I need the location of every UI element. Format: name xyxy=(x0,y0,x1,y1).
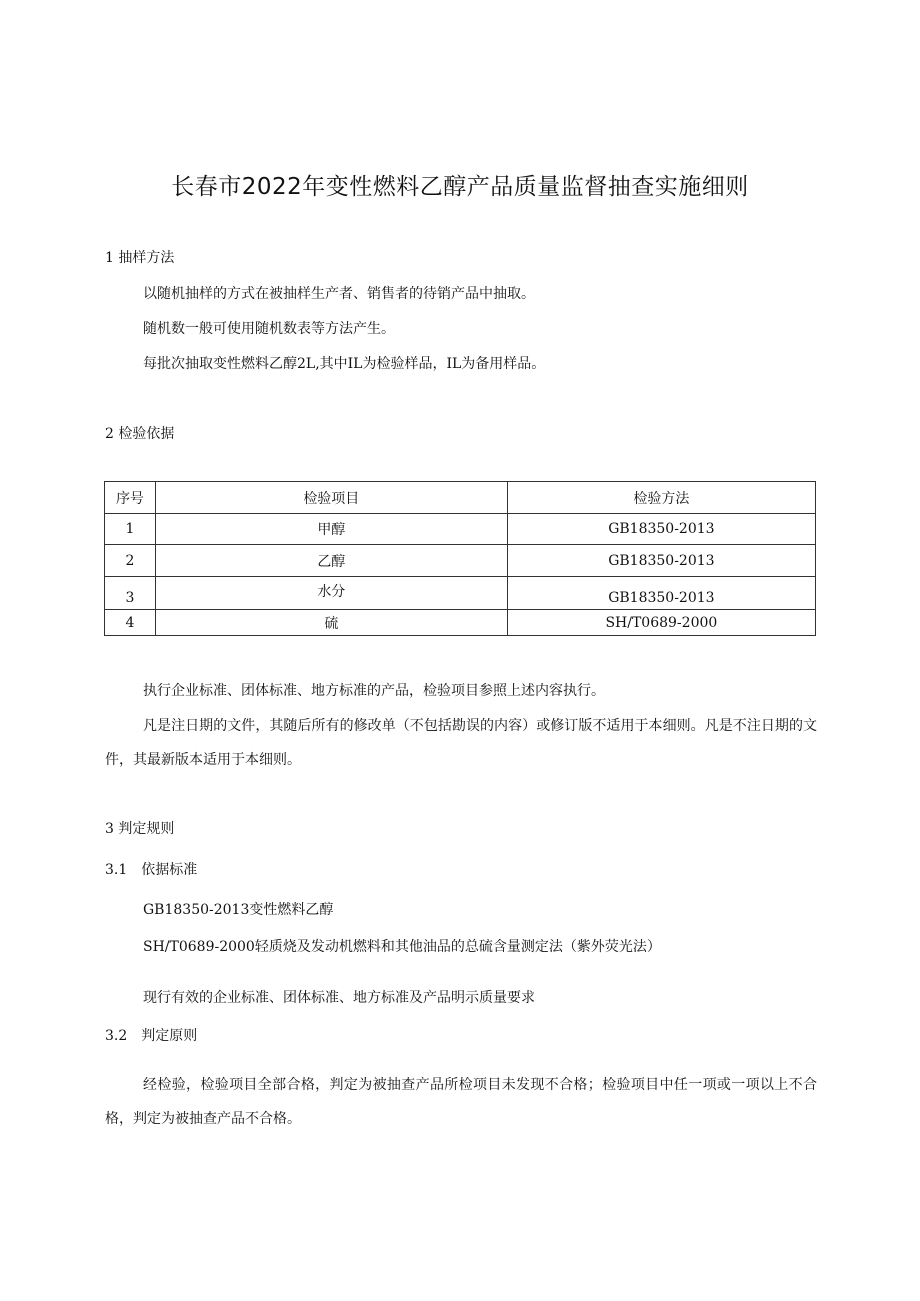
header-item: 检验项目 xyxy=(155,482,507,514)
row-method: SH/T0689-2000 xyxy=(507,610,815,636)
table-header-row xyxy=(105,482,816,514)
section-3-2-heading: 3.2 判定原则 xyxy=(105,1028,198,1044)
row-item: 硫 xyxy=(155,610,507,636)
section-3-heading: 3 判定规则 xyxy=(105,821,175,837)
row-no: 3 xyxy=(105,577,156,610)
sampling-line-1: 以随机抽样的方式在被抽样生产者、销售者的待销产品中抽取。 xyxy=(143,286,535,302)
row-method: GB18350-2013 xyxy=(507,545,815,577)
standard-line-2: SH/T0689-2000轻质烧及发动机燃料和其他油品的总硫含量测定法（紫外荧光法） xyxy=(143,939,661,955)
standards-note: 执行企业标准、团体标准、地方标准的产品，检验项目参照上述内容执行。 xyxy=(143,683,605,699)
row-no: 2 xyxy=(105,545,156,577)
document-title: 长春市2022年变性燃料乙醇产品质量监督抽查实施细则 xyxy=(171,174,749,200)
table-row xyxy=(105,514,816,545)
row-item: 水分 xyxy=(155,577,507,610)
row-method: GB18350-2013 xyxy=(507,577,815,610)
dated-documents-note: 凡是注日期的文件，其随后所有的修改单（不包括勘误的内容）或修订版不适用于本细则。凡是不注日期的文件，其最新版本适用于本细则。 xyxy=(105,718,817,768)
table-row xyxy=(105,610,816,636)
section-3-1-heading: 3.1 依据标准 xyxy=(105,862,198,878)
row-no: 4 xyxy=(105,610,156,636)
sampling-line-3: 每批次抽取变性燃料乙醇2L,其中IL为检验样品，IL为备用样品。 xyxy=(143,356,546,372)
standard-line-1: GB18350-2013变性燃料乙醇 xyxy=(143,902,334,918)
row-item: 乙醇 xyxy=(155,545,507,577)
table-row xyxy=(105,545,816,577)
section-2-heading: 2 检验依据 xyxy=(105,426,175,442)
inspection-basis-table xyxy=(104,481,816,636)
row-method: GB18350-2013 xyxy=(507,514,815,545)
standard-line-3: 现行有效的企业标准、团体标准、地方标准及产品明示质量要求 xyxy=(143,990,535,1006)
header-method: 检验方法 xyxy=(507,482,815,514)
sampling-line-2: 随机数一般可使用随机数表等方法产生。 xyxy=(143,321,395,337)
table-row xyxy=(105,577,816,610)
row-item: 甲醇 xyxy=(155,514,507,545)
section-1-heading: 1 抽样方法 xyxy=(105,250,175,266)
header-no: 序号 xyxy=(105,482,156,514)
row-no: 1 xyxy=(105,514,156,545)
judgement-principle: 经检验，检验项目全部合格，判定为被抽查产品所检项目未发现不合格；检验项目中任一项或一项以上不合格，判定为被抽查产品不合格。 xyxy=(105,1077,817,1127)
